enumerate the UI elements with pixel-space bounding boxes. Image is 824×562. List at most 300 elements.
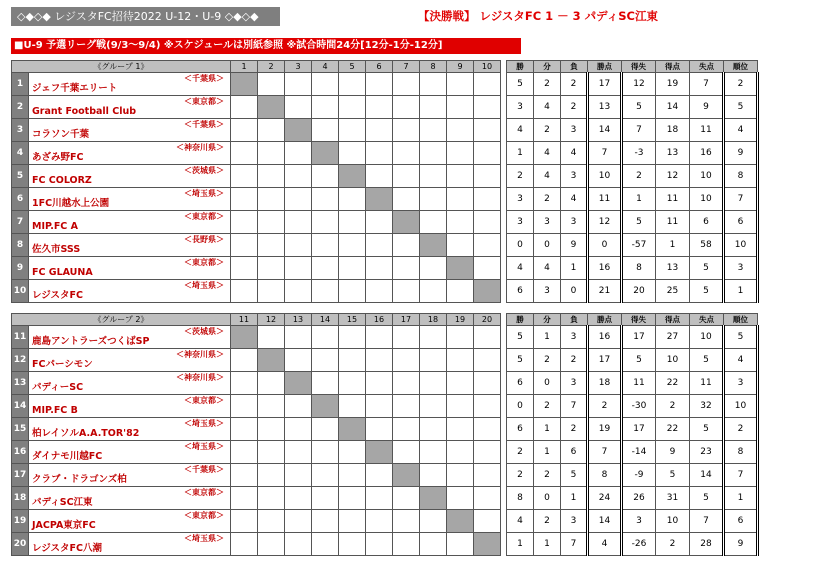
- stat-value: 10: [724, 395, 758, 418]
- match-cell: [339, 326, 366, 349]
- column-number: 5: [339, 61, 366, 73]
- match-cell: [231, 326, 258, 349]
- stat-value: 16: [588, 257, 622, 280]
- stat-value: 2: [622, 165, 656, 188]
- stat-value: 8: [588, 464, 622, 487]
- stat-value: 17: [588, 73, 622, 96]
- stat-value: 2: [534, 73, 561, 96]
- stat-value: 2: [561, 349, 588, 372]
- stat-value: 11: [690, 119, 724, 142]
- team-cell: [29, 280, 231, 303]
- match-cell: [258, 326, 285, 349]
- team-name: コラソン千葉: [32, 129, 90, 140]
- stat-value: 9: [724, 142, 758, 165]
- team-prefecture: ＜千葉県＞: [184, 120, 224, 129]
- match-cell: [393, 487, 420, 510]
- column-number: 6: [366, 61, 393, 73]
- stat-value: 6: [507, 372, 534, 395]
- stat-value: 22: [656, 418, 690, 441]
- match-cell: [339, 188, 366, 211]
- match-cell: [231, 533, 258, 556]
- match-cell: [366, 372, 393, 395]
- team-name: パディーSC: [32, 382, 84, 393]
- stat-value: 4: [724, 119, 758, 142]
- team-name: FC COLORZ: [32, 175, 92, 186]
- stat-value: 10: [690, 326, 724, 349]
- stat-value: 2: [507, 464, 534, 487]
- column-number: 18: [420, 314, 447, 326]
- stat-value: 58: [690, 234, 724, 257]
- final-result: 【決勝戦】 レジスタFC 1 － 3 パディSC江東: [418, 9, 658, 23]
- team-cell: [29, 257, 231, 280]
- match-cell: [447, 441, 474, 464]
- match-cell: [258, 119, 285, 142]
- stat-value: 1: [656, 234, 690, 257]
- match-cell: [393, 418, 420, 441]
- stat-value: 11: [622, 372, 656, 395]
- team-cell: [29, 487, 231, 510]
- match-cell: [366, 165, 393, 188]
- stat-value: 1: [534, 533, 561, 556]
- stat-value: 5: [690, 418, 724, 441]
- match-cell: [258, 533, 285, 556]
- team-name: MIP.FC B: [32, 405, 78, 416]
- team-name: クラブ・ドラゴンズ柏: [32, 474, 127, 485]
- team-row: [12, 257, 758, 280]
- match-cell: [339, 257, 366, 280]
- stat-value: 1: [507, 533, 534, 556]
- stat-value: 10: [690, 165, 724, 188]
- stat-value: 17: [588, 349, 622, 372]
- stat-header: 勝点: [588, 61, 622, 73]
- match-cell: [258, 418, 285, 441]
- match-cell: [393, 73, 420, 96]
- stat-value: 22: [656, 372, 690, 395]
- team-row: [12, 395, 758, 418]
- stat-header: 順位: [724, 314, 758, 326]
- match-cell: [258, 441, 285, 464]
- match-cell: [474, 533, 501, 556]
- match-cell: [285, 280, 312, 303]
- group-1-table: [11, 60, 759, 303]
- stat-value: 9: [656, 441, 690, 464]
- team-prefecture: ＜東京都＞: [184, 212, 224, 221]
- match-cell: [474, 280, 501, 303]
- team-cell: [29, 395, 231, 418]
- match-cell: [474, 418, 501, 441]
- stat-value: 18: [656, 119, 690, 142]
- stat-value: 5: [690, 487, 724, 510]
- stat-value: 1: [561, 257, 588, 280]
- team-name: 1FC川越水上公園: [32, 198, 110, 209]
- match-cell: [366, 418, 393, 441]
- stat-value: 0: [534, 487, 561, 510]
- team-name: Grant Football Club: [32, 106, 137, 117]
- match-cell: [312, 372, 339, 395]
- team-number: 15: [12, 418, 29, 441]
- stat-value: 7: [588, 142, 622, 165]
- stat-value: 17: [622, 326, 656, 349]
- match-cell: [258, 464, 285, 487]
- match-cell: [474, 326, 501, 349]
- match-cell: [366, 464, 393, 487]
- stat-value: 6: [690, 211, 724, 234]
- match-cell: [474, 96, 501, 119]
- team-number: 2: [12, 96, 29, 119]
- stat-value: 5: [622, 349, 656, 372]
- match-cell: [474, 510, 501, 533]
- stat-value: 0: [507, 234, 534, 257]
- match-cell: [366, 119, 393, 142]
- match-cell: [339, 464, 366, 487]
- team-name: JACPA東京FC: [32, 520, 96, 531]
- match-cell: [393, 395, 420, 418]
- stat-value: 20: [622, 280, 656, 303]
- match-cell: [312, 349, 339, 372]
- match-cell: [366, 188, 393, 211]
- team-cell: [29, 441, 231, 464]
- team-cell: [29, 464, 231, 487]
- stat-value: 7: [622, 119, 656, 142]
- stat-value: 4: [588, 533, 622, 556]
- team-cell: [29, 349, 231, 372]
- team-number: 11: [12, 326, 29, 349]
- match-cell: [231, 119, 258, 142]
- match-cell: [258, 96, 285, 119]
- stat-value: 28: [690, 533, 724, 556]
- match-cell: [231, 211, 258, 234]
- stat-value: 2: [561, 73, 588, 96]
- match-cell: [474, 73, 501, 96]
- match-cell: [474, 487, 501, 510]
- stat-value: 2: [724, 418, 758, 441]
- stat-value: 8: [724, 165, 758, 188]
- match-cell: [285, 188, 312, 211]
- stat-header: 勝点: [588, 314, 622, 326]
- match-cell: [393, 165, 420, 188]
- stat-value: -30: [622, 395, 656, 418]
- stat-value: 14: [656, 96, 690, 119]
- match-cell: [474, 441, 501, 464]
- match-cell: [420, 326, 447, 349]
- match-cell: [312, 119, 339, 142]
- stat-value: 12: [588, 211, 622, 234]
- stat-value: 7: [561, 395, 588, 418]
- match-cell: [231, 349, 258, 372]
- match-cell: [312, 257, 339, 280]
- match-cell: [312, 418, 339, 441]
- team-prefecture: ＜埼玉県＞: [184, 534, 224, 543]
- team-number: 14: [12, 395, 29, 418]
- match-cell: [312, 487, 339, 510]
- stat-value: 13: [656, 257, 690, 280]
- team-cell: [29, 533, 231, 556]
- team-number: 7: [12, 211, 29, 234]
- stat-value: 4: [507, 257, 534, 280]
- column-number: 3: [285, 61, 312, 73]
- match-cell: [393, 372, 420, 395]
- stat-value: 19: [588, 418, 622, 441]
- match-cell: [447, 280, 474, 303]
- stat-value: 17: [622, 418, 656, 441]
- stat-value: 2: [656, 395, 690, 418]
- match-cell: [393, 119, 420, 142]
- column-number: 13: [285, 314, 312, 326]
- match-cell: [366, 211, 393, 234]
- match-cell: [393, 533, 420, 556]
- stat-value: 3: [561, 119, 588, 142]
- team-prefecture: ＜神奈川県＞: [176, 350, 224, 359]
- stat-value: 7: [724, 188, 758, 211]
- column-number: 8: [420, 61, 447, 73]
- match-cell: [339, 96, 366, 119]
- team-cell: [29, 234, 231, 257]
- match-cell: [285, 395, 312, 418]
- stat-value: 5: [724, 96, 758, 119]
- match-cell: [420, 464, 447, 487]
- stat-value: 3: [561, 510, 588, 533]
- team-cell: [29, 119, 231, 142]
- match-cell: [285, 464, 312, 487]
- stat-value: 3: [622, 510, 656, 533]
- match-cell: [339, 487, 366, 510]
- team-cell: [29, 326, 231, 349]
- match-cell: [420, 395, 447, 418]
- stat-value: 13: [656, 142, 690, 165]
- match-cell: [447, 257, 474, 280]
- match-cell: [447, 510, 474, 533]
- stat-header: 負: [561, 61, 588, 73]
- stat-value: 3: [534, 211, 561, 234]
- stat-value: 3: [561, 211, 588, 234]
- match-cell: [258, 142, 285, 165]
- stat-value: 2: [724, 73, 758, 96]
- stat-value: 4: [534, 142, 561, 165]
- team-prefecture: ＜東京都＞: [184, 258, 224, 267]
- match-cell: [474, 234, 501, 257]
- team-name: レジスタFC: [32, 290, 83, 301]
- stat-value: 3: [561, 372, 588, 395]
- match-cell: [312, 234, 339, 257]
- match-cell: [420, 142, 447, 165]
- stat-value: 10: [724, 234, 758, 257]
- match-cell: [366, 326, 393, 349]
- column-number: 20: [474, 314, 501, 326]
- stat-value: 5: [690, 349, 724, 372]
- match-cell: [285, 165, 312, 188]
- stat-value: 5: [656, 464, 690, 487]
- stat-value: 4: [507, 510, 534, 533]
- column-number: 15: [339, 314, 366, 326]
- match-cell: [258, 395, 285, 418]
- column-number: 12: [258, 314, 285, 326]
- team-prefecture: ＜埼玉県＞: [184, 419, 224, 428]
- stat-value: 14: [588, 510, 622, 533]
- stat-value: 7: [690, 73, 724, 96]
- match-cell: [312, 441, 339, 464]
- match-cell: [339, 441, 366, 464]
- team-cell: [29, 96, 231, 119]
- stat-value: 4: [534, 165, 561, 188]
- match-cell: [474, 395, 501, 418]
- stat-value: 4: [561, 188, 588, 211]
- match-cell: [312, 211, 339, 234]
- match-cell: [231, 372, 258, 395]
- stat-value: 18: [588, 372, 622, 395]
- stat-value: 8: [507, 487, 534, 510]
- stat-value: 1: [534, 326, 561, 349]
- stat-value: 2: [534, 395, 561, 418]
- match-cell: [285, 142, 312, 165]
- stat-value: 2: [561, 418, 588, 441]
- stat-value: 7: [561, 533, 588, 556]
- group-label: 《グループ 2》: [12, 314, 231, 326]
- match-cell: [231, 487, 258, 510]
- match-cell: [393, 464, 420, 487]
- group-label: 《グループ 1》: [12, 61, 231, 73]
- team-row: [12, 211, 758, 234]
- stat-value: 7: [724, 464, 758, 487]
- stat-header: 得点: [656, 314, 690, 326]
- stat-value: -26: [622, 533, 656, 556]
- match-cell: [258, 188, 285, 211]
- stat-value: 3: [724, 372, 758, 395]
- stat-value: 6: [724, 211, 758, 234]
- stat-value: 13: [588, 96, 622, 119]
- stat-value: 8: [622, 257, 656, 280]
- column-number: 11: [231, 314, 258, 326]
- stat-value: 19: [656, 73, 690, 96]
- match-cell: [420, 441, 447, 464]
- team-name: ジェフ千葉エリート: [32, 83, 118, 94]
- match-cell: [447, 533, 474, 556]
- stat-header: 得失: [622, 61, 656, 73]
- stat-value: 3: [724, 257, 758, 280]
- match-cell: [447, 372, 474, 395]
- stat-value: 3: [561, 326, 588, 349]
- stat-header: 失点: [690, 314, 724, 326]
- match-cell: [339, 73, 366, 96]
- match-cell: [285, 234, 312, 257]
- team-row: [12, 188, 758, 211]
- match-cell: [258, 73, 285, 96]
- match-cell: [420, 510, 447, 533]
- match-cell: [366, 441, 393, 464]
- team-row: [12, 418, 758, 441]
- match-cell: [366, 349, 393, 372]
- team-cell: [29, 142, 231, 165]
- team-row: [12, 372, 758, 395]
- match-cell: [285, 533, 312, 556]
- match-cell: [420, 211, 447, 234]
- team-prefecture: ＜千葉県＞: [184, 74, 224, 83]
- team-number: 4: [12, 142, 29, 165]
- team-prefecture: ＜東京都＞: [184, 97, 224, 106]
- match-cell: [285, 96, 312, 119]
- team-row: [12, 280, 758, 303]
- stat-value: 9: [690, 96, 724, 119]
- team-number: 3: [12, 119, 29, 142]
- stat-value: 6: [507, 280, 534, 303]
- stat-value: 2: [534, 188, 561, 211]
- match-cell: [285, 418, 312, 441]
- match-cell: [474, 464, 501, 487]
- stat-value: 0: [507, 395, 534, 418]
- stat-value: 16: [690, 142, 724, 165]
- match-cell: [285, 119, 312, 142]
- match-cell: [393, 349, 420, 372]
- team-number: 19: [12, 510, 29, 533]
- stat-value: 3: [507, 96, 534, 119]
- match-cell: [258, 257, 285, 280]
- stat-value: 11: [656, 211, 690, 234]
- stat-value: 9: [561, 234, 588, 257]
- match-cell: [474, 119, 501, 142]
- match-cell: [339, 395, 366, 418]
- team-name: FC GLAUNA: [32, 267, 93, 278]
- match-cell: [231, 464, 258, 487]
- match-cell: [447, 119, 474, 142]
- team-row: [12, 510, 758, 533]
- team-number: 18: [12, 487, 29, 510]
- match-cell: [312, 510, 339, 533]
- stat-value: 4: [534, 96, 561, 119]
- stat-value: 23: [690, 441, 724, 464]
- match-cell: [285, 257, 312, 280]
- match-cell: [420, 119, 447, 142]
- team-name: 柏レイソルA.A.TOR'82: [32, 428, 140, 439]
- match-cell: [285, 211, 312, 234]
- stat-value: 1: [622, 188, 656, 211]
- stat-value: 12: [622, 73, 656, 96]
- match-cell: [420, 234, 447, 257]
- team-prefecture: ＜東京都＞: [184, 511, 224, 520]
- team-row: [12, 96, 758, 119]
- match-cell: [393, 234, 420, 257]
- match-cell: [366, 73, 393, 96]
- match-cell: [312, 533, 339, 556]
- stat-value: 1: [724, 280, 758, 303]
- team-name: 鹿島アントラーズつくばSP: [32, 336, 150, 347]
- team-cell: [29, 165, 231, 188]
- match-cell: [366, 510, 393, 533]
- match-cell: [447, 234, 474, 257]
- stat-header: 負: [561, 314, 588, 326]
- stat-value: -3: [622, 142, 656, 165]
- stat-value: 4: [534, 257, 561, 280]
- stat-value: 25: [656, 280, 690, 303]
- stat-header: 失点: [690, 61, 724, 73]
- stat-value: 10: [588, 165, 622, 188]
- match-cell: [312, 73, 339, 96]
- stat-value: 1: [724, 487, 758, 510]
- team-prefecture: ＜茨城県＞: [184, 327, 224, 336]
- league-heading: ■U-9 予選リーグ戦(9/3～9/4) ※スケジュールは別紙参照 ※試合時間24分[12分-1分-12分]: [11, 38, 521, 54]
- team-cell: [29, 188, 231, 211]
- match-cell: [339, 349, 366, 372]
- match-cell: [447, 211, 474, 234]
- match-cell: [339, 280, 366, 303]
- column-number: 16: [366, 314, 393, 326]
- match-cell: [447, 418, 474, 441]
- team-number: 20: [12, 533, 29, 556]
- team-number: 9: [12, 257, 29, 280]
- stat-value: 2: [534, 464, 561, 487]
- stat-value: 2: [534, 349, 561, 372]
- match-cell: [393, 280, 420, 303]
- team-prefecture: ＜埼玉県＞: [184, 189, 224, 198]
- stat-header: 勝: [507, 61, 534, 73]
